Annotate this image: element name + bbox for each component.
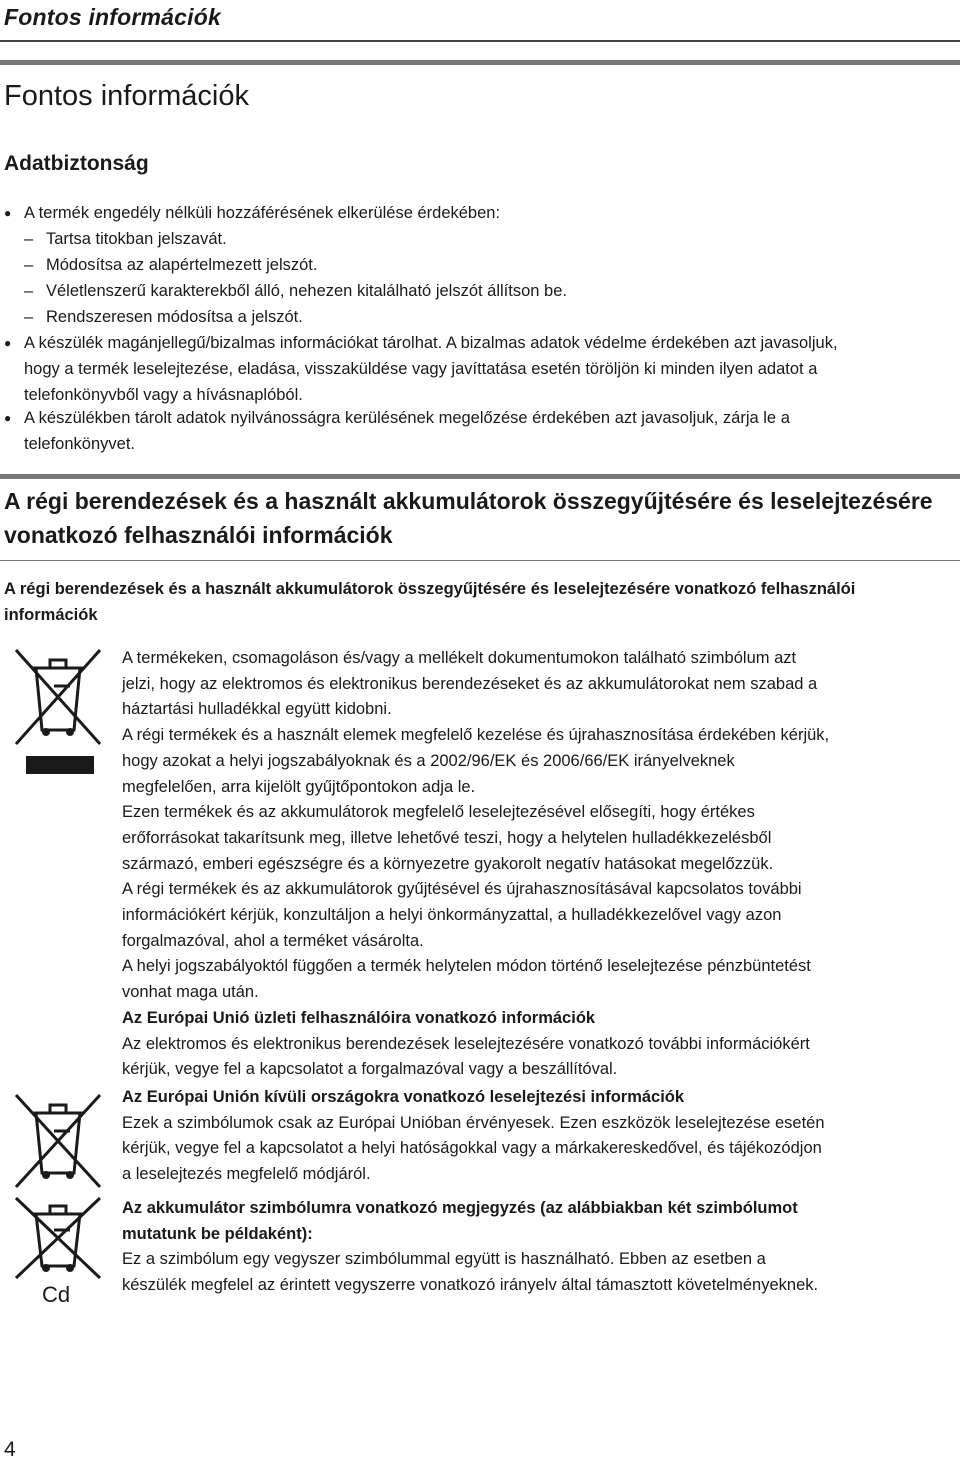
paragraph-line: származó, emberi egészségre és a környezetre gyakorolt negatív hatásokat megelőzzük. — [122, 854, 774, 873]
list-item: Módosítsa az alapértelmezett jelszót. — [46, 256, 318, 274]
bullet-text: A termék engedély nélküli hozzáférésének elkerülése érdekében: — [24, 204, 501, 222]
bullet-text: A készülékben tárolt adatok nyilvánosságra kerülésének megelőzése érdekében azt javasoljuk, zárja le a — [24, 409, 790, 427]
paragraph-line: kérjük, vegye fel a kapcsolatot a forgalmazóval vagy a beszállítóval. — [122, 1060, 618, 1079]
paragraph-line: Ezek a szimbólumok csak az Európai Unióban érvényesek. Ezen eszközök leselejtezése esetén — [122, 1113, 825, 1132]
dash-icon: – — [24, 256, 34, 274]
non-eu-heading: Az Európai Unión kívüli országokra vonatkozó leselejtezési információk — [122, 1088, 685, 1106]
weee-subtitle — [4, 576, 855, 628]
list-item: Véletlenszerű karakterekből álló, nehezen kitalálható jelszót állítson be. — [46, 282, 567, 300]
paragraph-line: A régi termékek és az akkumulátorok gyűjtésével és újrahasznosításával kapcsolatos további — [122, 880, 802, 899]
section-rule — [0, 474, 960, 479]
paragraph-line: Ez a szimbólum egy vegyszer szimbólummal együtt is használható. Ebben az esetben a — [122, 1250, 766, 1269]
paragraph-line: Ezen termékek és az akkumulátorok megfelelő leselejtezésével elősegíti, hogy értékes — [122, 803, 755, 822]
crossed-bin-icon — [14, 648, 104, 776]
crossed-bin-icon — [14, 1093, 104, 1189]
paragraph-line: információkért kérjük, konzultáljon a helyi önkormányzattal, a hulladékkezelővel vagy azon — [122, 906, 782, 925]
paragraph-line: kérjük, vegye fel a kapcsolatot a helyi hatóságokkal vagy a márkakereskedővel, és tájékozódjon — [122, 1139, 822, 1158]
weee-info-block — [122, 646, 922, 1083]
paragraph-line: Az elektromos és elektronikus berendezések leselejtezésére vonatkozó további információkért — [122, 1034, 810, 1053]
dash-icon: – — [24, 282, 34, 300]
paragraph-line: hogy azokat a helyi jogszabályoknak és a 2002/96/EK és 2006/66/EK irányelveknek — [122, 751, 735, 770]
weee-title-line: vonatkozó felhasználói információk — [4, 522, 393, 548]
paragraph-line: A termékeken, csomagoláson és/vagy a mellékelt dokumentumokon található szimbólum azt — [122, 649, 797, 667]
bullet-icon: ● — [4, 206, 12, 220]
bullet-icon: ● — [4, 411, 12, 425]
dash-icon: – — [24, 308, 34, 326]
bullet-text: telefonkönyvet. — [24, 435, 135, 453]
paragraph-line: A régi termékek és a használt elemek megfelelő kezelése és újrahasznosítása érdekében kérjük, — [122, 726, 830, 745]
paragraph-line: háztartási hulladékkal együtt kidobni. — [122, 700, 392, 719]
weee-title — [4, 484, 933, 552]
page-number: 4 — [4, 1438, 16, 1461]
section-subtitle: Adatbiztonság — [4, 152, 149, 175]
list-item: Tartsa titokban jelszavát. — [46, 230, 227, 248]
bullet-text: telefonkönyvből vagy a hívásnaplóból. — [24, 386, 303, 404]
weee-subtitle-line: A régi berendezések és a használt akkumulátorok összegyűjtésére és leselejtezésére vonatkozó felhasználói — [4, 580, 856, 598]
paragraph-line: készülék megfelel az érintett vegyszerre vonatkozó irányelv által támasztott követelményeknek. — [122, 1276, 819, 1295]
bullet-text: hogy a termék leselejtezése, eladása, visszaküldése vagy javíttatása esetén töröljön ki minden ilyen adatot a — [24, 360, 818, 378]
paragraph-line: vonhat maga után. — [122, 983, 259, 1002]
page-title: Fontos információk — [4, 80, 249, 112]
non-eu-block — [122, 1085, 922, 1188]
running-header: Fontos információk — [4, 4, 222, 30]
header-rule — [0, 40, 960, 42]
list-item: Rendszeresen módosítsa a jelszót. — [46, 308, 303, 326]
paragraph-line: a leselejtezés megfelelő módjáról. — [122, 1165, 371, 1184]
paragraph-line: A helyi jogszabályoktól függően a termék helytelen módon történő leselejtezése pénzbüntetést — [122, 957, 811, 976]
battery-heading: mutatunk be példaként): — [122, 1224, 313, 1243]
dash-icon: – — [24, 230, 34, 248]
section-rule — [0, 60, 960, 65]
battery-note-block — [122, 1196, 922, 1299]
crossed-bin-cd-icon — [14, 1196, 104, 1292]
paragraph-line: megfelelően, arra kijelölt gyűjtőpontokon adja le. — [122, 777, 476, 796]
weee-subtitle-line: információk — [4, 606, 98, 624]
bullet-icon: ● — [4, 336, 12, 350]
bullet-text: A készülék magánjellegű/bizalmas információkat tárolhat. A bizalmas adatok védelme érdekében azt javasoljuk, — [24, 334, 838, 352]
weee-title-line: A régi berendezések és a használt akkumulátorok összegyűjtésére és leselejtezésére — [4, 488, 933, 514]
subsection-rule — [0, 560, 960, 561]
paragraph-line: jelzi, hogy az elektromos és elektronikus berendezéseket és az akkumulátorokat nem szabad a — [122, 674, 818, 693]
paragraph-line: erőforrásokat takarítsunk meg, illetve lehetővé teszi, hogy a helytelen hulladékkezelésből — [122, 828, 772, 847]
battery-heading: Az akkumulátor szimbólumra vonatkozó megjegyzés (az alábbiakban két szimbólumot — [122, 1199, 798, 1217]
eu-business-heading: Az Európai Unió üzleti felhasználóira vonatkozó információk — [122, 1008, 596, 1027]
paragraph-line: forgalmazóval, ahol a terméket vásárolta. — [122, 931, 424, 950]
cd-label: Cd — [42, 1282, 71, 1307]
